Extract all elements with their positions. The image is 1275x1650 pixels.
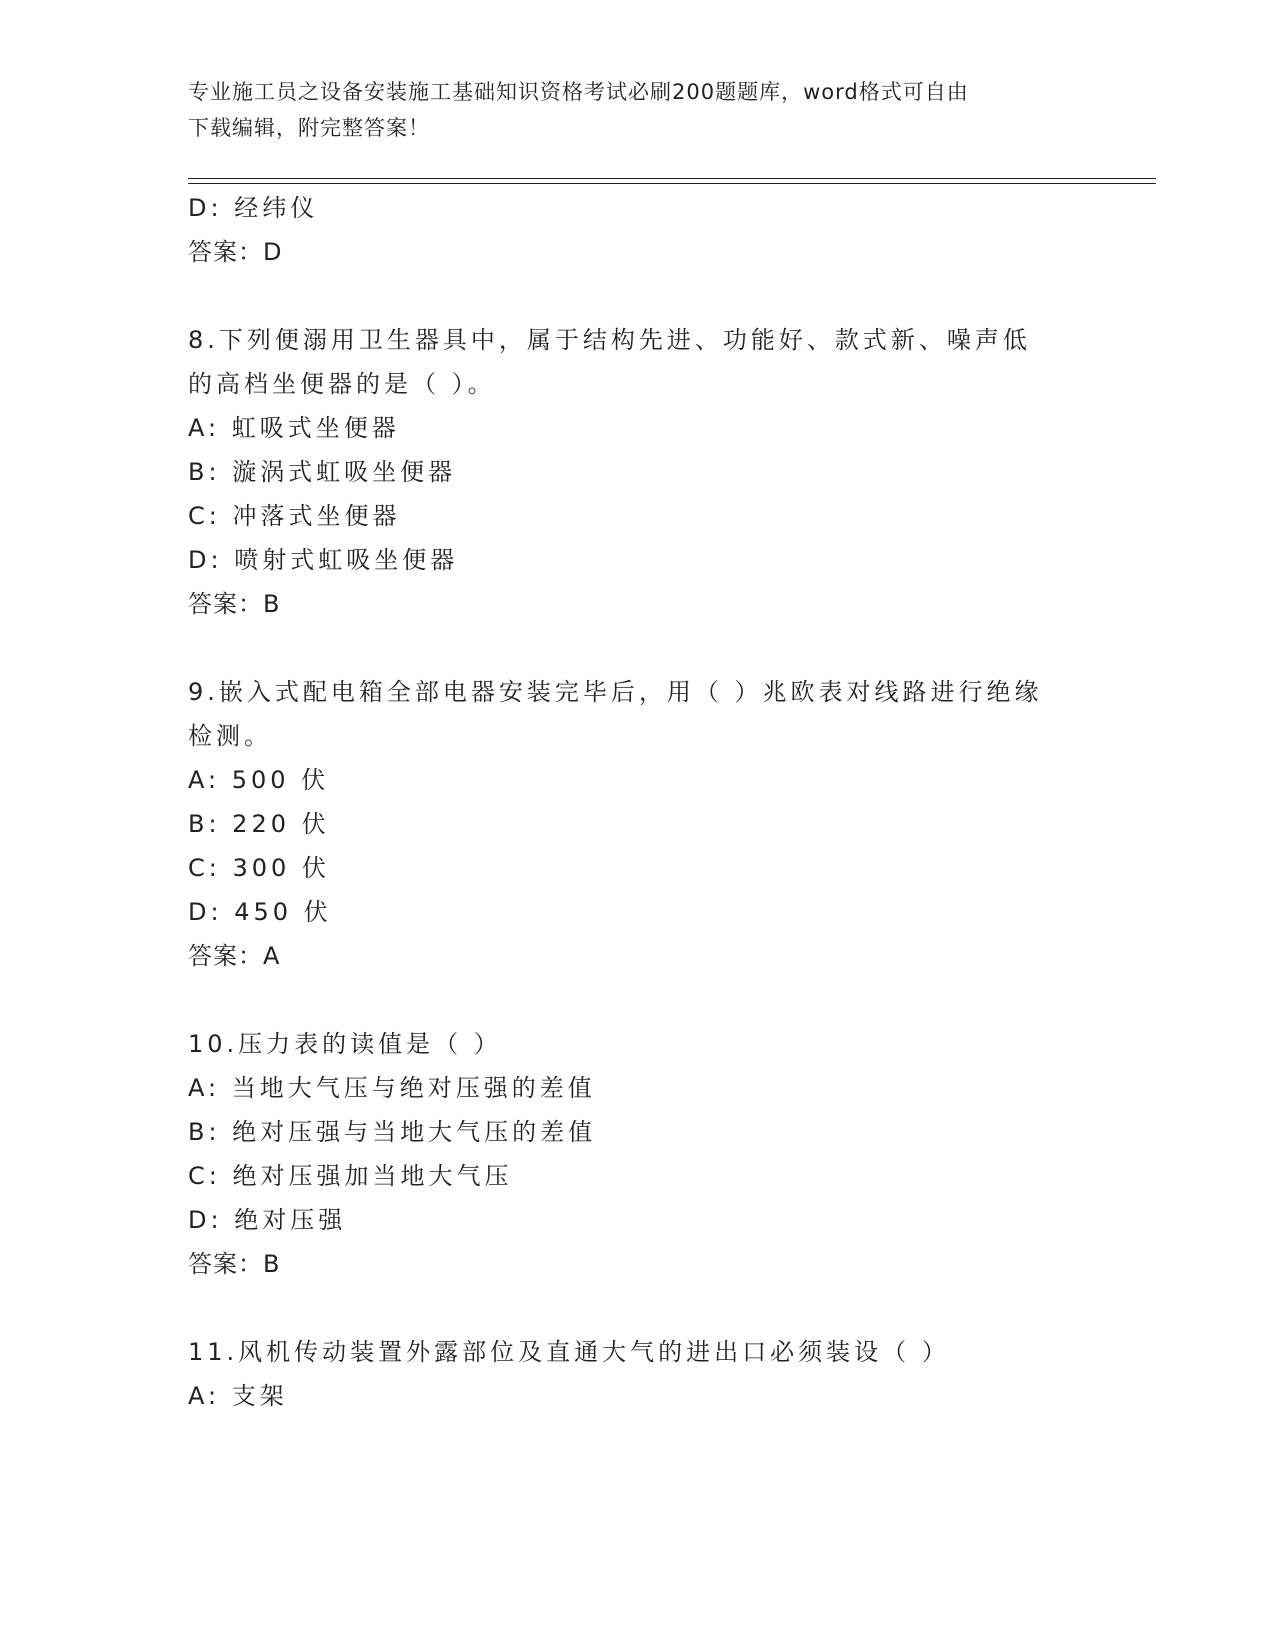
q10-option-c: C: 绝对压强加当地大气压 — [188, 1162, 513, 1190]
document-header — [188, 74, 1088, 146]
q7-answer: 答案：D — [188, 238, 283, 266]
q7-option-d: D: 经纬仪 — [188, 194, 319, 222]
q10-answer: 答案：B — [188, 1250, 281, 1278]
q10-stem: 10.压力表的读值是（ ） — [188, 1030, 502, 1058]
q8-option-c: C: 冲落式坐便器 — [188, 502, 401, 530]
q10-option-b: B: 绝对压强与当地大气压的差值 — [188, 1118, 597, 1146]
q8-stem-line-2: 的高档坐便器的是（ ）。 — [188, 370, 496, 398]
q9-option-d: D: 450 伏 — [188, 898, 332, 926]
q11-stem: 11.风机传动装置外露部位及直通大气的进出口必须装设（ ） — [188, 1338, 950, 1366]
header-divider-bottom — [188, 183, 1156, 184]
q9-answer: 答案：A — [188, 942, 281, 970]
q9-option-b: B: 220 伏 — [188, 810, 330, 838]
header-line-1: 专业施工员之设备安装施工基础知识资格考试必刷200题题库，word格式可自由 — [188, 80, 969, 104]
q9-stem-line-2: 检测。 — [188, 722, 272, 750]
header-line-2: 下载编辑，附完整答案！ — [188, 116, 430, 140]
q8-option-a: A: 虹吸式坐便器 — [188, 414, 400, 442]
q8-option-d: D: 喷射式虹吸坐便器 — [188, 546, 459, 574]
q8-stem-line-1: 8.下列便溺用卫生器具中，属于结构先进、功能好、款式新、噪声低 — [188, 326, 1031, 354]
q9-stem-line-1: 9.嵌入式配电箱全部电器安装完毕后，用（ ）兆欧表对线路进行绝缘 — [188, 678, 1043, 706]
q9-option-c: C: 300 伏 — [188, 854, 330, 882]
q11-option-a: A: 支架 — [188, 1382, 288, 1410]
q10-option-d: D: 绝对压强 — [188, 1206, 347, 1234]
q8-option-b: B: 漩涡式虹吸坐便器 — [188, 458, 457, 486]
q10-option-a: A: 当地大气压与绝对压强的差值 — [188, 1074, 596, 1102]
header-divider-top — [188, 178, 1156, 179]
q8-answer: 答案：B — [188, 590, 281, 618]
q9-option-a: A: 500 伏 — [188, 766, 330, 794]
